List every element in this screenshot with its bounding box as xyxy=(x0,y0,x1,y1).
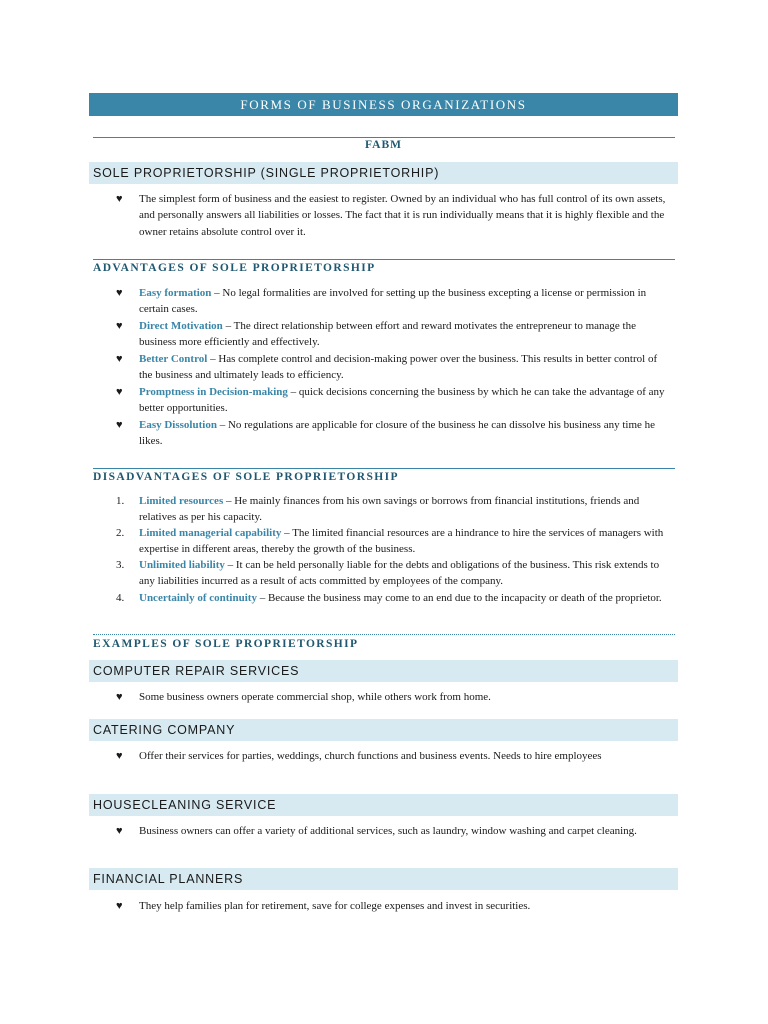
disadvantage-term: Limited managerial capability xyxy=(139,527,282,539)
list-number: 4. xyxy=(116,592,125,604)
disadvantage-term: Unlimited liability xyxy=(139,559,225,571)
advantage-item xyxy=(139,318,669,351)
example-text: Some business owners operate commercial shop, while others work from home. xyxy=(139,691,491,703)
heart-bullet-icon: ♥ xyxy=(116,386,123,398)
advantage-text: – quick decisions concerning the business by which he can take the advantage of any better opportunities. xyxy=(139,386,665,415)
disadvantage-item xyxy=(139,525,669,558)
advantage-item xyxy=(139,351,669,384)
heart-bullet-icon: ♥ xyxy=(116,287,123,299)
advantage-item xyxy=(139,417,669,450)
heart-bullet-icon: ♥ xyxy=(116,193,123,205)
disadvantage-term: Uncertainly of continuity xyxy=(139,592,257,604)
advantage-text: – Has complete control and decision-making power over the business. This results in better control of the business and ultimately leads to efficiency. xyxy=(139,353,658,382)
advantage-text: – No legal formalities are involved for setting up the business excepting a license or permission in certain cases. xyxy=(139,287,647,316)
example-title: FINANCIAL PLANNERS xyxy=(89,868,678,890)
disadvantage-text: – The limited financial resources are a hindrance to hire the services of managers with expertise in different areas, thereby the growth of the business. xyxy=(139,527,664,556)
heart-bullet-icon: ♥ xyxy=(116,419,123,431)
disadvantage-item xyxy=(139,557,669,590)
advantage-term: Easy Dissolution xyxy=(139,419,217,431)
list-number: 3. xyxy=(116,559,125,571)
heart-bullet-icon: ♥ xyxy=(116,353,123,365)
disadvantage-item xyxy=(139,590,669,606)
sole-proprietorship-description: The simplest form of business and the easiest to register. Owned by an individual who has full control of its own assets, and personally answers all liabilities or losses. The fact that it is run individually means that it is highly flexible and the owner retains absolute control over it. xyxy=(139,193,666,238)
document-subtitle: FABM xyxy=(364,139,402,151)
heart-bullet-icon: ♥ xyxy=(116,900,123,912)
heart-bullet-icon: ♥ xyxy=(116,825,123,837)
advantage-item xyxy=(139,285,669,318)
disadvantage-text: – Because the business may come to an end due to the incapacity or death of the proprietor. xyxy=(256,592,662,604)
advantages-heading: ADVANTAGES OF SOLE PROPRIETORSHIP xyxy=(93,262,376,274)
example-title: CATERING COMPANY xyxy=(89,719,678,741)
list-number: 2. xyxy=(116,527,125,539)
heart-bullet-icon: ♥ xyxy=(116,320,123,332)
dotted-divider xyxy=(93,634,675,635)
advantage-term: Direct Motivation xyxy=(139,320,223,332)
sole-proprietorship-heading: SOLE PROPRIETORSHIP (SINGLE PROPRIETORHIP) xyxy=(89,162,678,184)
disadvantage-item xyxy=(139,493,669,526)
document-title: FORMS OF BUSINESS ORGANIZATIONS xyxy=(89,93,678,116)
advantage-term: Easy formation xyxy=(139,287,212,299)
disadvantage-text: – It can be held personally liable for the debts and obligations of the business. This risk extends to any liabilities incurred as a result of acts committed by employees of the company. xyxy=(139,559,660,588)
example-title: COMPUTER REPAIR SERVICES xyxy=(89,660,678,682)
heart-bullet-icon: ♥ xyxy=(116,750,123,762)
example-text: Offer their services for parties, weddings, church functions and business events. Needs to hire employees xyxy=(139,750,602,762)
advantage-text: – The direct relationship between effort and reward motivates the entrepreneur to manage the business more efficiently and effectively. xyxy=(139,320,636,349)
disadvantages-heading: DISADVANTAGES OF SOLE PROPRIETORSHIP xyxy=(93,471,399,483)
example-text: They help families plan for retirement, save for college expenses and invest in securities. xyxy=(139,900,531,912)
disadvantage-term: Limited resources xyxy=(139,495,224,507)
heart-bullet-icon: ♥ xyxy=(116,691,123,703)
example-text: Business owners can offer a variety of additional services, such as laundry, window washing and carpet cleaning. xyxy=(139,825,637,837)
example-title: HOUSECLEANING SERVICE xyxy=(89,794,678,816)
advantage-text: – No regulations are applicable for closure of the business he can dissolve his business any time he likes. xyxy=(139,419,656,448)
divider xyxy=(93,137,675,138)
divider xyxy=(93,468,675,469)
advantage-term: Promptness in Decision-making xyxy=(139,386,288,398)
disadvantage-text: – He mainly finances from his own savings or borrows from financial institutions, friends and relatives as per his capacity. xyxy=(139,495,640,524)
divider xyxy=(93,259,675,260)
list-number: 1. xyxy=(116,495,125,507)
advantage-term: Better Control xyxy=(139,353,208,365)
examples-heading: EXAMPLES OF SOLE PROPRIETORSHIP xyxy=(93,638,359,650)
advantage-item xyxy=(139,384,669,417)
